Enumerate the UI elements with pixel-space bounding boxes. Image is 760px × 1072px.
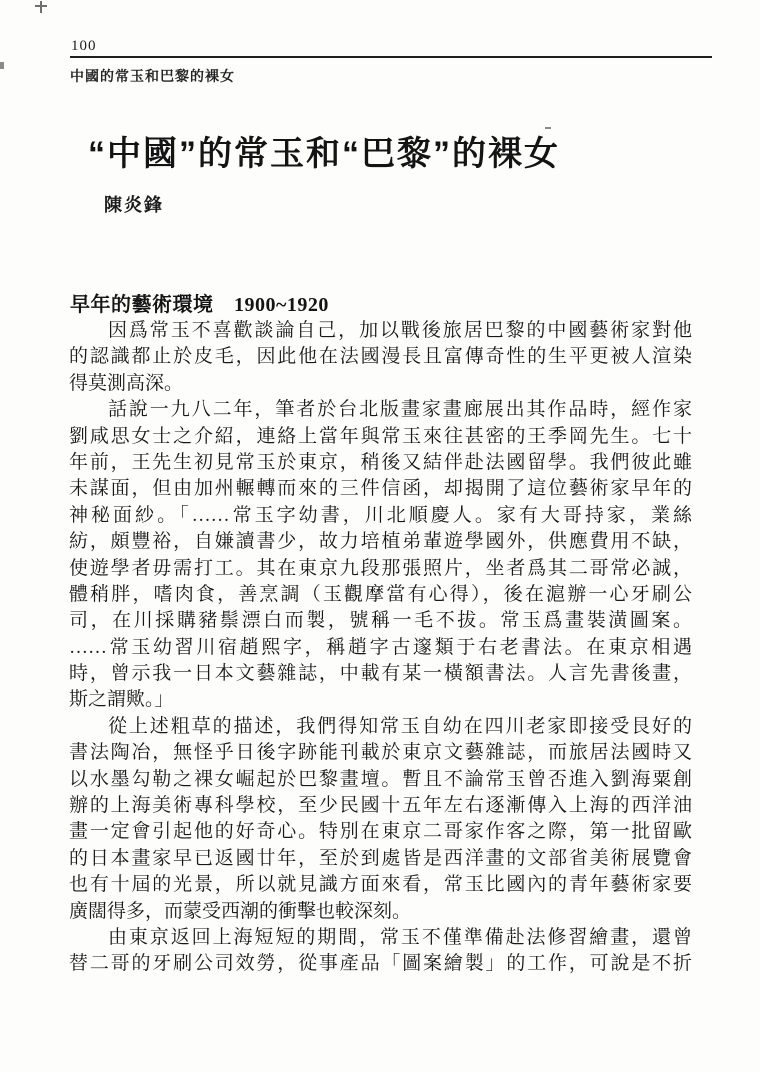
text-line: 時，曾示我一日本文藝雜誌，中載有某一橫額書法。人言先書後畫， (69, 663, 692, 685)
running-header: 中國的常玉和巴黎的裸女 (70, 68, 235, 84)
text-line: 廣闊得多，而蒙受西潮的衝擊也較深刻。 (69, 900, 412, 922)
text-line: 神秘面紗。「……常玉字幼書，川北順慶人。家有大哥持家，業絲 (69, 504, 692, 526)
text-line: 辦的上海美術專科學校，至少民國十五年左右逐漸傳入上海的西洋油 (69, 795, 692, 817)
text-line: 以水墨勾勒之裸女崛起於巴黎畫壇。暫且不論常玉曾否進入劉海粟創 (69, 768, 692, 790)
section-heading: 早年的藝術環境 1900~1920 (70, 294, 329, 316)
text-line: 因爲常玉不喜歡談論自己，加以戰後旅居巴黎的中國藝術家對他 (107, 320, 692, 341)
page-number: 100 (71, 38, 97, 54)
article-author: 陳炎鋒 (104, 195, 164, 215)
text-line: 年前，王先生初見常玉於東京，稍後又結伴赴法國留學。我們彼此雖 (69, 451, 692, 473)
text-line: 得莫測高深。 (69, 372, 184, 394)
text-line: 話說一九八二年，筆者於台北版畫家畫廊展出其作品時，經作家 (107, 399, 692, 421)
text-line: 由東京返回上海短短的期間，常玉不僅準備赴法修習繪畫，還曾 (107, 926, 692, 948)
body-text (69, 318, 692, 978)
article-title: “中國”的常玉和“巴黎”的裸女 (88, 135, 560, 173)
text-line: 體稍胖，嗜肉食，善烹調（玉觀摩當有心得），後在滬辦一心牙刷公 (69, 583, 692, 605)
text-line: 畫一定會引起他的好奇心。特別在東京二哥家作客之際，第一批留歐 (69, 821, 692, 843)
text-line: 替二哥的牙刷公司效勞，從事產品「圖案繪製」的工作，可說是不折 (69, 953, 692, 975)
scan-artifact (34, 0, 48, 14)
text-line: 未謀面，但由加州輾轉而來的三件信函，却揭開了這位藝術家早年的 (69, 478, 692, 500)
text-line: 從上述粗草的描述，我們得知常玉自幼在四川老家即接受艮好的 (107, 715, 692, 737)
text-line: 紡，頗豐裕，自嫌讀書少，故力培植弟輩遊學國外，供應費用不缺， (69, 531, 692, 553)
text-line: 的日本畫家早已返國廿年，至於到處皆是西洋畫的文部省美術展覽會 (69, 847, 692, 869)
text-line: 也有十屆的光景，所以就見識方面來看，常玉比國內的青年藝術家要 (69, 874, 692, 896)
text-line: 書法陶冶，無怪乎日後字跡能刊載於東京文藝雜誌，而旅居法國時又 (69, 742, 692, 764)
scan-artifact (0, 62, 4, 69)
header-rule (70, 56, 712, 58)
text-line: 斯之謂歟。」 (69, 689, 174, 711)
text-line: ……常玉幼習川宿趙熙字，稱趙字古邃類于右老書法。在東京相遇 (69, 636, 692, 658)
text-line: 司，在川採購豬鬃漂白而製，號稱一毛不拔。常玉爲畫裝潢圖案。 (69, 610, 692, 632)
text-line: 使遊學者毋需打工。其在東京九段那張照片，坐者爲其二哥常必誠， (69, 557, 692, 579)
text-line: 的認識都止於皮毛，因此他在法國漫長且富傳奇性的生平更被人渲染 (69, 346, 692, 368)
text-line: 劉咸思女士之介紹，連絡上當年與常玉來往甚密的王季岡先生。七十 (69, 425, 692, 447)
